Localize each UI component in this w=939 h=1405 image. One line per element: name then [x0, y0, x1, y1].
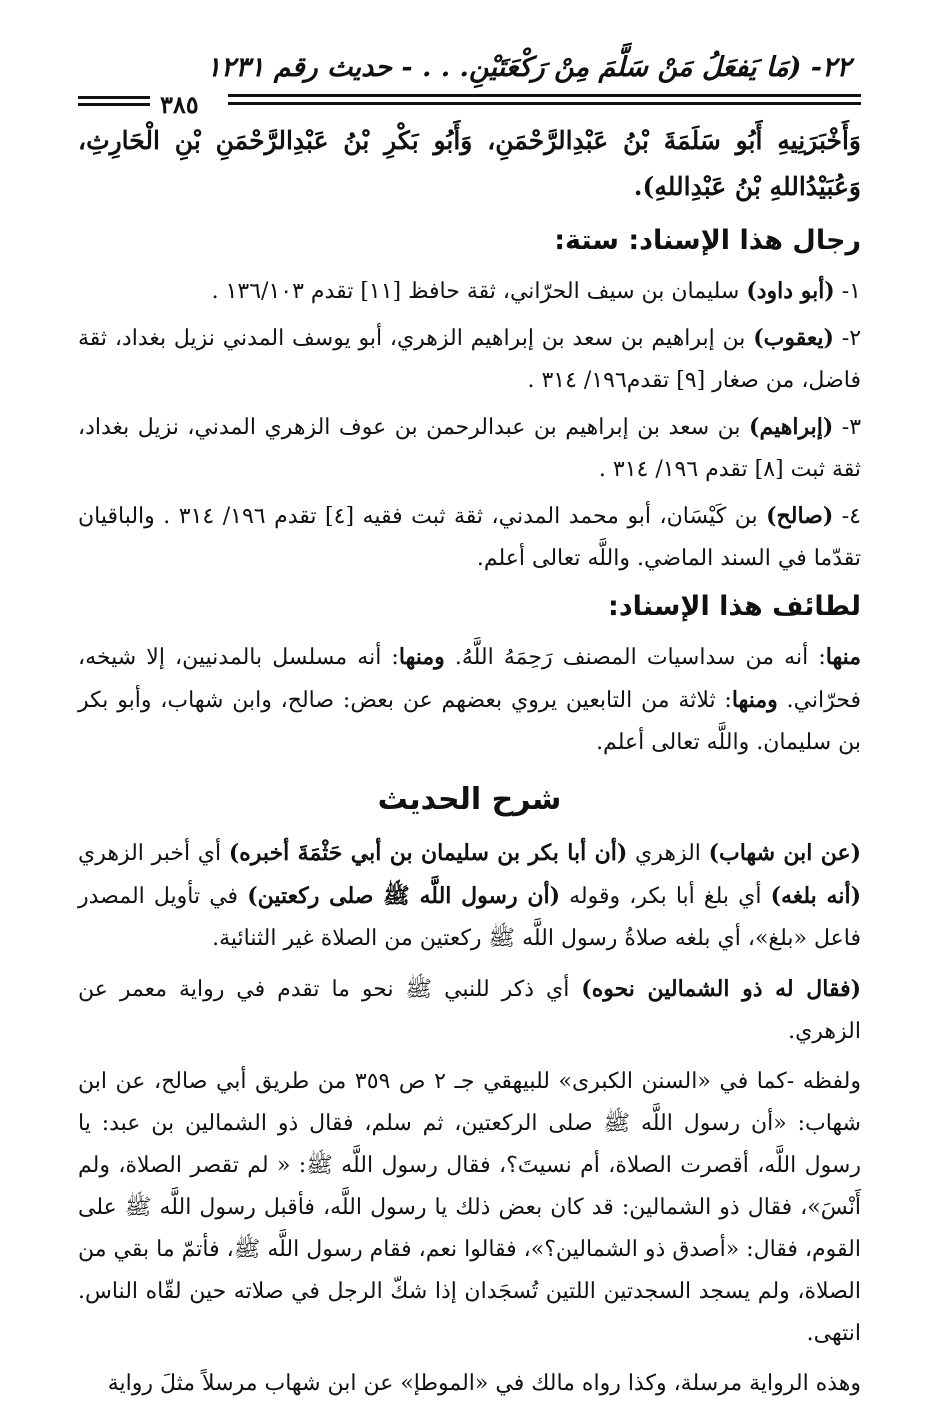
- lataif-heading: لطائف هذا الإسناد:: [608, 591, 861, 622]
- hadith-text: وَأَخْبَرَنِيهِ أَبُو سَلَمَةَ بْنُ عَبْدِالرَّحْمَنِ، وَأَبُو بَكْرِ بْنُ عَبْدِالرَّحْمَنِ بْنِ الْحَارِثِ، وَعُبَيْدُاللهِ بْنُ عَبْدِاللهِ).: [78, 126, 861, 201]
- narrator-list: [78, 270, 861, 580]
- lataif-label: ومنها: [398, 644, 445, 670]
- narrator-number: ١-: [834, 279, 861, 304]
- commentary-paragraph: [78, 1363, 861, 1405]
- commentary-text: أي بلغ أبا بكر، وقوله: [560, 884, 771, 909]
- narrator-item: [78, 317, 861, 402]
- narrator-item: [78, 495, 861, 580]
- lataif-paragraph: [78, 636, 861, 764]
- quoted-matn: (فقال له ذو الشمالين نحوه): [581, 976, 862, 1002]
- quoted-matn: (أنه بلغه): [770, 883, 861, 909]
- commentary-section: [78, 832, 861, 1405]
- page-content: [78, 118, 861, 1405]
- commentary-text: أي أخبر الزهري: [78, 841, 229, 866]
- commentary-paragraph: [78, 968, 861, 1053]
- quoted-matn: (أن أبا بكر بن سليمان بن أبي حَثْمَةَ أخبره): [228, 840, 628, 866]
- commentary-paragraph: [78, 1061, 861, 1355]
- lataif-text: : ثلاثة من التابعين يروي بعضهم عن بعض: صالح، وابن شهاب، وأبو بكر بن سليمان. واللَّه تعالى أعلم.: [78, 688, 861, 755]
- page-header: [78, 52, 861, 119]
- running-title: ٢٢- (مَا يَفعَلُ مَنْ سَلَّمَ مِنْ رَكْعَتَيْنِ. . . - حديث رقم ١٢٣١: [206, 52, 851, 83]
- isnad-heading: رجال هذا الإسناد: ستة:: [554, 225, 861, 256]
- sharh-heading: شرح الحديث: [377, 782, 562, 817]
- page-number: ٣٨٥: [160, 90, 199, 119]
- narrator-number: ٣-: [833, 415, 862, 440]
- commentary-text: وهذه الرواية مرسلة، وكذا رواه مالك في «الموطإ» عن ابن شهاب مرسلاً مثلَ رواية: [107, 1371, 861, 1396]
- lataif-text: : أنه مسلسل بالمدنيين، إلا شيخه، فحرّاني.: [78, 645, 861, 713]
- narrator-name: (أبو داود): [746, 278, 835, 304]
- narrator-name: (صالح): [766, 503, 834, 529]
- lataif-label: ومنها: [731, 687, 778, 713]
- narrator-details: بن إبراهيم بن سعد بن إبراهيم الزهري، أبو يوسف المدني نزيل بغداد، ثقة فاضل، من صغار [٩] تقدم١٩٦/ ٣١٤ .: [78, 326, 861, 393]
- lataif-label: منها: [825, 644, 862, 670]
- narrator-details: بن كَيْسَان، أبو محمد المدني، ثقة ثبت فقيه [٤] تقدم ١٩٦/ ٣١٤ . والباقيان تقدّما في السند الماضي. واللَّه تعالى أعلم.: [78, 504, 861, 571]
- narrator-number: ٤-: [833, 504, 861, 529]
- narrator-item: [78, 270, 861, 313]
- commentary-text: الزهري: [627, 841, 709, 866]
- commentary-text: ولفظه -كما في «السنن الكبرى» للبيهقي جـ ٢ ص ٣٥٩ من طريق أبي صالح، عن ابن شهاب: «أن رسول اللَّه ﷺ صلى الركعتين، ثم سلم، فقال ذو الشمالين بن عبد: يا رسول اللَّه، أقصرت الصلاة، أم نسيتَ؟، فقال رسول اللَّه ﷺ: « لم تقصر الصلاة، ولم أَنْسَ»، فقال ذو الشمالين: قد كان بعض ذلك يا رسول اللَّه، فأقبل رسول اللَّه ﷺ على القوم، فقال: «أصدق ذو الشمالين؟»، فقالوا نعم، فقام رسول اللَّه ﷺ، فأتمّ ما بقي من الصلاة، ولم يسجد السجدتين اللتين تُسجَدان إذا شكّ الرجل في صلاته حين لقّاه الناس. انتهى.: [78, 1069, 861, 1346]
- narrator-details: سليمان بن سيف الحرّاني، ثقة حافظ [١١] تقدم ١٣٦/١٠٣ .: [211, 279, 747, 304]
- header-rule-left: [78, 96, 150, 106]
- lataif-text: : أنه من سداسيات المصنف رَحِمَهُ اللَّهُ.: [444, 645, 826, 670]
- quoted-matn: (أن رسول اللَّه ﷺ صلى ركعتين): [247, 883, 561, 909]
- narrator-item: [78, 406, 861, 491]
- narrator-name: (إبراهيم): [749, 414, 834, 440]
- quoted-matn: (عن ابن شهاب): [708, 840, 862, 866]
- commentary-paragraph: [78, 832, 861, 960]
- header-rule-right: [228, 94, 861, 105]
- narrator-details: بن سعد بن إبراهيم بن عبدالرحمن بن عوف الزهري المدني، نزيل بغداد، ثقة ثبت [٨] تقدم ١٩٦/ ٣١٤ .: [78, 415, 861, 482]
- narrator-name: (يعقوب): [753, 325, 834, 351]
- narrator-number: ٢-: [833, 326, 862, 351]
- commentary-text: أي ذكر للنبي ﷺ نحو ما تقدم في رواية معمر عن الزهري.: [78, 977, 861, 1044]
- commentary-text: في تأويل المصدر فاعل «بلغ»، أي بلغه صلاةُ رسول اللَّه ﷺ ركعتين من الصلاة غير الثنائية.: [78, 884, 861, 951]
